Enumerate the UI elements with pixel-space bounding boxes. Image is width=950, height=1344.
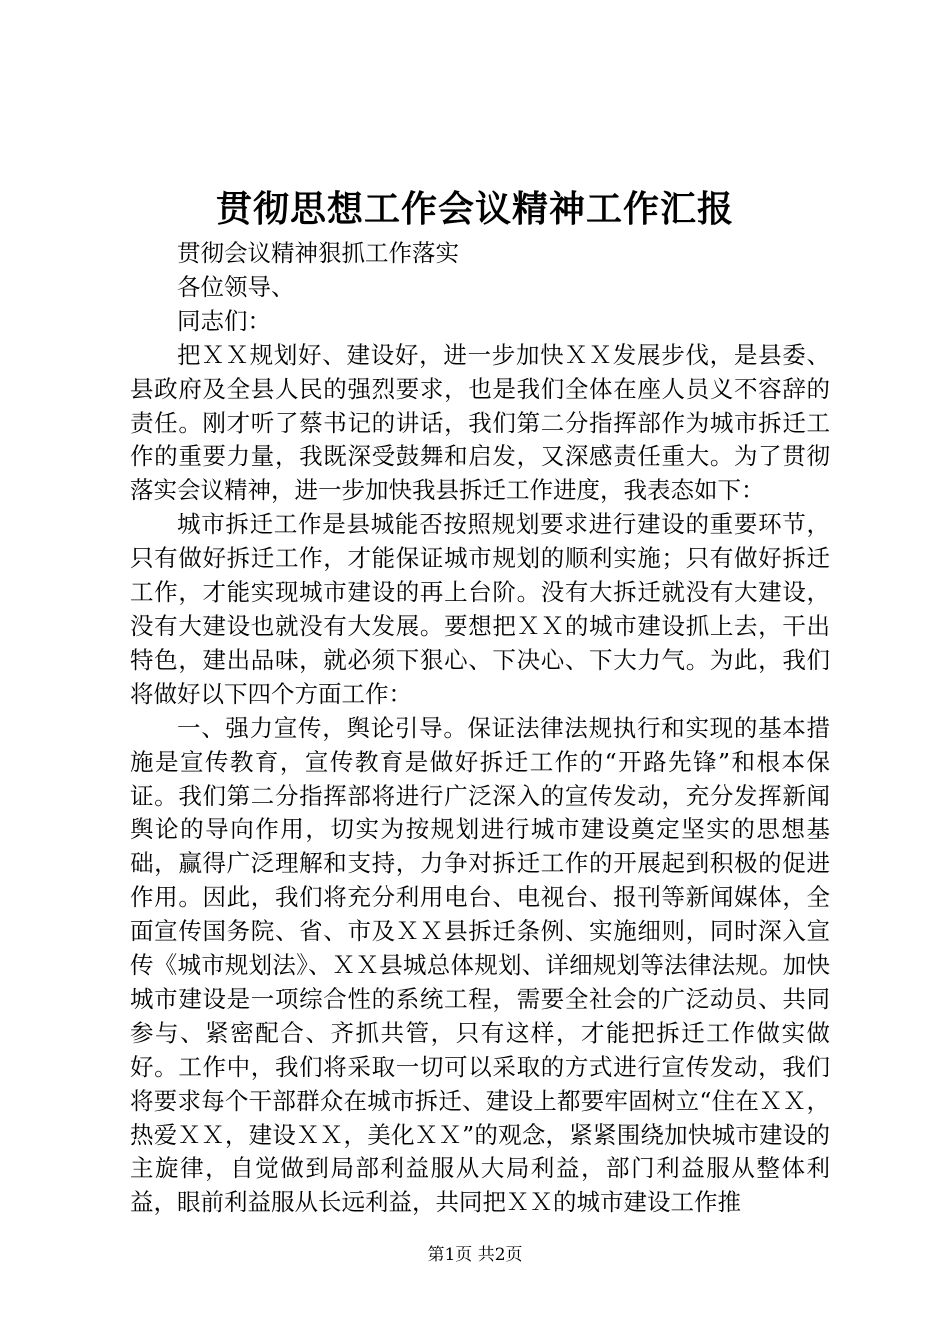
- page-footer: 第1页 共2页: [427, 1245, 523, 1265]
- salutation-comrades: 同志们：: [177, 306, 271, 335]
- document-title: 贯彻思想工作会议精神工作汇报: [215, 188, 734, 230]
- body-paragraph: 城市拆迁工作是县城能否按照规划要求进行建设的重要环节，只有做好拆迁工作，才能保证城市规划的顺利实施；只有做好拆迁工作，才能实现城市建设的再上台阶。没有大拆迁就没有大建设，没有大建设也就没有大发展。要想把ＸＸ的城市建设抓上去，干出特色，建出品味，就必须下狠心、下决心、下大力气。为此，我们将做好以下四个方面工作：: [130, 510, 830, 708]
- body-paragraph: 一、强力宣传，舆论引导。保证法律法规执行和实现的基本措施是宣传教育，宣传教育是做好拆迁工作的“开路先锋”和根本保证。我们第二分指挥部将进行广泛深入的宣传发动，充分发挥新闻舆论的导向作用，切实为按规划进行城市建设奠定坚实的思想基础，赢得广泛理解和支持，力争对拆迁工作的开展起到积极的促进作用。因此，我们将充分利用电台、电视台、报刊等新闻媒体，全面宣传国务院、省、市及ＸＸ县拆迁条例、实施细则，同时深入宣传《城市规划法》、ＸＸ县城总体规划、详细规划等法律法规。加快城市建设是一项综合性的系统工程，需要全社会的广泛动员、共同参与、紧密配合、齐抓共管，只有这样，才能把拆迁工作做实做好。工作中，我们将采取一切可以采取的方式进行宣传发动，我们将要求每个干部群众在城市拆迁、建设上都要牢固树立“住在ＸＸ，热爱ＸＸ，建设ＸＸ，美化ＸＸ”的观念，紧紧围绕加快城市建设的主旋律，自觉做到局部利益服从大局利益，部门利益服从整体利益，眼前利益服从长远利益，共同把ＸＸ的城市建设工作推: [130, 713, 830, 1217]
- document-body: [130, 237, 830, 1220]
- subtitle-paragraph: 贯彻会议精神狠抓工作落实: [177, 239, 459, 267]
- body-paragraph: 把ＸＸ规划好、建设好，进一步加快ＸＸ发展步伐，是县委、县政府及全县人民的强烈要求，也是我们全体在座人员义不容辞的责任。刚才听了蔡书记的讲话，我们第二分指挥部作为城市拆迁工作的重要力量，我既深受鼓舞和启发，又深感责任重大。为了贯彻落实会议精神，进一步加快我县拆迁工作进度，我表态如下：: [130, 340, 830, 505]
- salutation-leaders: 各位领导、: [177, 272, 295, 301]
